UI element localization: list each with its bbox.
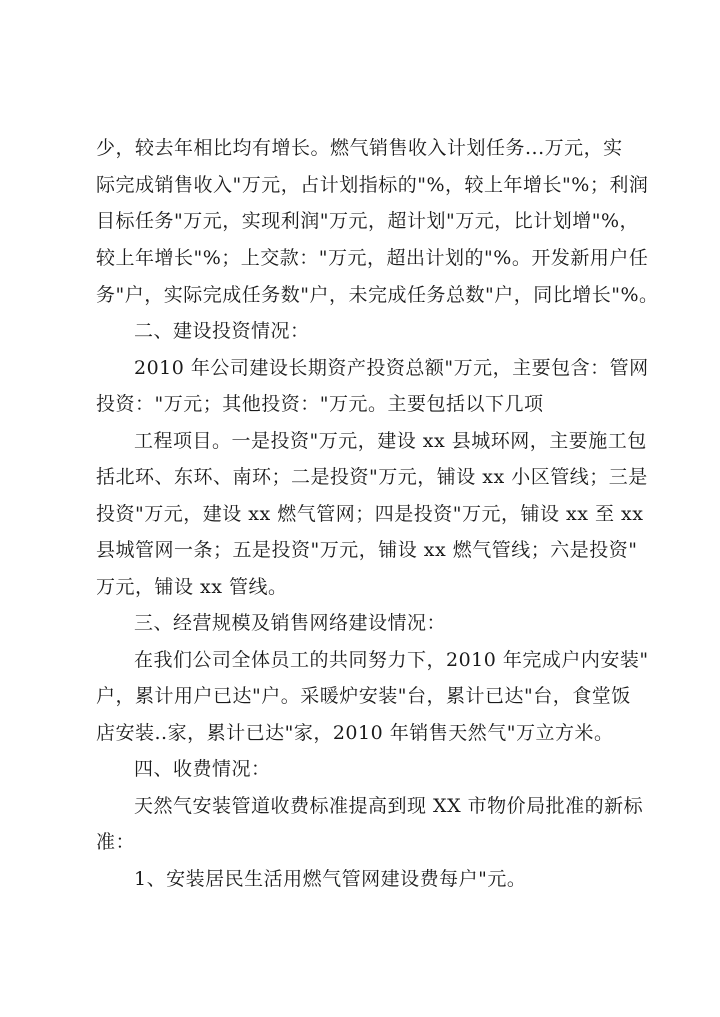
paragraph-line: 投资"万元，建设 xx 燃气管网；四是投资"万元，铺设 xx 至 xx — [96, 503, 644, 525]
paragraph-line: 店安装..家，累计已达"家，2010 年销售天然气"万立方米。 — [96, 722, 614, 744]
paragraph-line: 较上年增长"%；上交款："万元，超出计划的"%。开发新用户任 — [96, 247, 649, 269]
paragraph-line: 2010 年公司建设长期资产投资总额"万元，主要包含：管网 — [134, 357, 649, 379]
list-item: 1、安装居民生活用燃气管网建设费每户"元。 — [134, 868, 527, 890]
section-heading: 二、建设投资情况： — [134, 320, 310, 342]
section-heading: 四、收费情况： — [134, 758, 271, 780]
paragraph-line: 际完成销售收入"万元，占计划指标的"%，较上年增长"%；利润 — [96, 174, 649, 196]
paragraph-line: 目标任务"万元，实现利润"万元，超计划"万元，比计划增"%， — [96, 210, 640, 232]
paragraph-line: 工程项目。一是投资"万元，建设 xx 县城环网，主要施工包 — [134, 430, 647, 452]
paragraph-line: 天然气安装管道收费标准提高到现 XX 市物价局批准的新标 — [134, 795, 644, 817]
paragraph-line: 括北环、东环、南环；二是投资"万元，铺设 xx 小区管线；三是 — [96, 466, 648, 488]
paragraph-line: 县城管网一条；五是投资"万元，铺设 xx 燃气管线；六是投资" — [96, 539, 638, 561]
paragraph-line: 少，较去年相比均有增长。燃气销售收入计划任务...万元，实 — [96, 137, 623, 159]
paragraph-line: 万元，铺设 xx 管线。 — [96, 576, 288, 598]
paragraph-line: 务"户，实际完成任务数"户，未完成任务总数"户，同比增长"%。 — [96, 284, 659, 306]
paragraph-line: 投资："万元；其他投资："万元。主要包括以下几项 — [96, 393, 544, 415]
paragraph-line: 准： — [96, 831, 136, 853]
paragraph-line: 在我们公司全体员工的共同努力下，2010 年完成户内安装" — [134, 649, 649, 671]
section-heading: 三、经营规模及销售网络建设情况： — [134, 612, 447, 634]
paragraph-line: 户，累计用户已达"户。采暖炉安装"台，累计已达"台，食堂饭 — [96, 685, 631, 707]
